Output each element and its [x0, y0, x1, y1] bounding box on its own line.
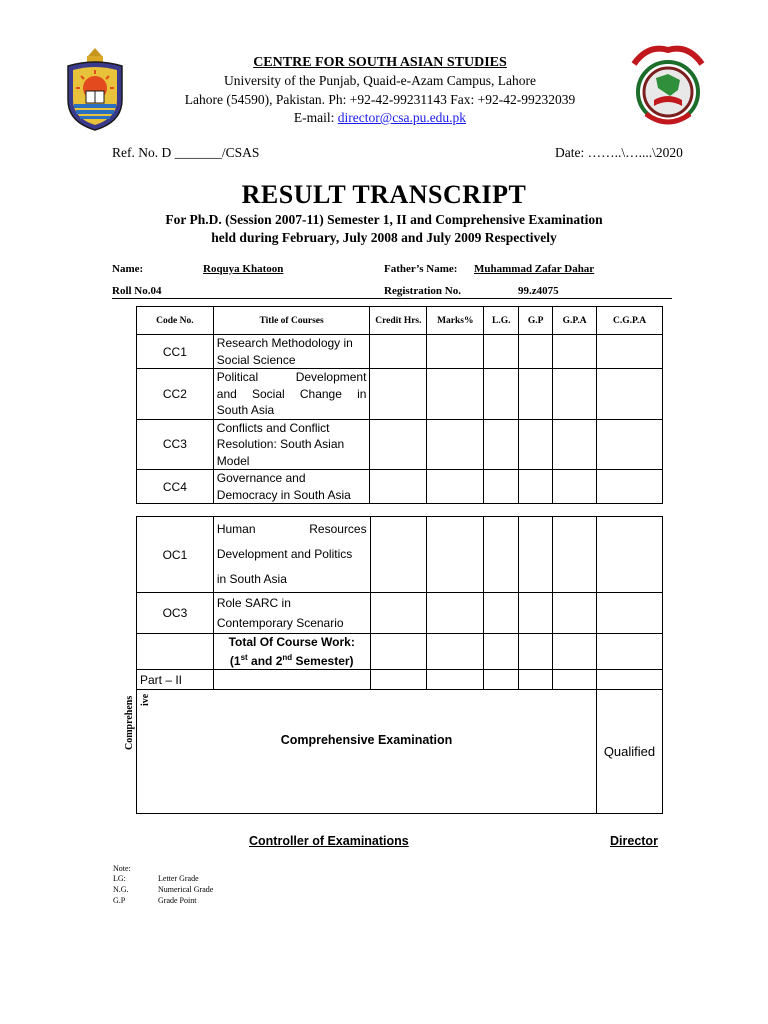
note-title: Note:: [113, 864, 131, 873]
vertical-text-1: Comprehens: [124, 695, 135, 750]
father-name: Muhammad Zafar Dahar: [474, 263, 595, 275]
document-title: RESULT TRANSCRIPT: [241, 180, 527, 209]
director-signature: Director: [610, 834, 658, 848]
punjab-university-logo: [62, 44, 128, 134]
core-courses-table: [136, 306, 663, 504]
centre-name: CENTRE FOR SOUTH ASIAN STUDIES: [253, 55, 507, 70]
table-row: [137, 419, 663, 470]
part-two-row: [137, 670, 663, 690]
comprehensive-row: [137, 690, 663, 814]
ref-number: Ref. No. D _______/CSAS: [112, 145, 260, 160]
course-code: CC3: [137, 419, 214, 470]
header-gpa: G.P.A: [553, 307, 597, 335]
comprehensive-exam-label: Comprehensive Examination: [137, 690, 597, 814]
comprehensive-result: Qualified: [596, 690, 662, 814]
course-code: CC1: [137, 335, 214, 369]
email-label: E-mail:: [293, 110, 335, 125]
course-title: Political Development and Social Change in South Asia: [213, 369, 370, 420]
note-desc: Letter Grade: [158, 874, 199, 883]
controller-signature: Controller of Examinations: [249, 834, 409, 848]
roll-no-label: Roll No.04: [112, 285, 672, 299]
email-line: [140, 109, 620, 127]
header-title: Title of Courses: [213, 307, 370, 335]
father-name-label: Father’s Name:: [384, 263, 458, 275]
name-label: Name:: [112, 263, 144, 275]
course-code: OC3: [137, 593, 214, 634]
header-cgpa: C.G.P.A: [597, 307, 663, 335]
note-abbr: N.G.: [113, 885, 129, 894]
note-desc: Grade Point: [158, 896, 197, 905]
header-gp: G.P: [519, 307, 553, 335]
table-header-row: [137, 307, 663, 335]
part-two-label: Part – II: [137, 670, 214, 690]
registration-number: 99.z4075: [518, 285, 559, 297]
subtitle-line-2: held during February, July 2008 and July 2009 Respectively: [211, 230, 557, 245]
header-credit: Credit Hrs.: [370, 307, 427, 335]
course-title: Role SARC in Contemporary Scenario: [213, 593, 370, 634]
header-lg: L.G.: [484, 307, 519, 335]
optional-courses-table: [136, 516, 663, 814]
registration-label: Registration No.: [384, 285, 461, 297]
subtitle-line-1: For Ph.D. (Session 2007-11) Semester 1, II and Comprehensive Examination: [165, 212, 603, 227]
course-code: CC2: [137, 369, 214, 420]
course-title: Research Methodology in Social Science: [213, 335, 370, 369]
table-row: [137, 369, 663, 420]
course-title: Conflicts and Conflict Resolution: South Asian Model: [213, 419, 370, 470]
total-course-work: Total Of Course Work: (1st and 2nd Semester): [213, 634, 370, 670]
table-row: [137, 593, 663, 634]
csas-logo: [628, 40, 708, 134]
total-row: [137, 634, 663, 670]
student-name: Roquya Khatoon: [203, 263, 284, 275]
comprehensive-vertical-label: [122, 678, 151, 778]
course-title: Governance and Democracy in South Asia: [213, 470, 370, 504]
date-field: Date: ……..\…....\2020: [555, 145, 683, 160]
course-code: CC4: [137, 470, 214, 504]
note-abbr: G.P: [113, 896, 126, 905]
table-row: [137, 517, 663, 593]
course-code: OC1: [137, 517, 214, 593]
university-address: University of the Punjab, Quaid-e-Azam Campus, Lahore: [224, 73, 536, 88]
table-row: [137, 335, 663, 369]
contact-line: Lahore (54590), Pakistan. Ph: +92-42-99231143 Fax: +92-42-99232039: [184, 92, 576, 107]
email-link[interactable]: director@csa.pu.edu.pk: [337, 110, 467, 125]
header-code: Code No.: [137, 307, 214, 335]
table-row: [137, 470, 663, 504]
course-title: Human Resources Development and Politics in South Asia: [213, 517, 370, 593]
note-abbr: LG:: [113, 874, 126, 883]
header-marks: Marks%: [427, 307, 484, 335]
note-desc: Numerical Grade: [158, 885, 214, 894]
vertical-text-2: ive: [140, 693, 151, 706]
